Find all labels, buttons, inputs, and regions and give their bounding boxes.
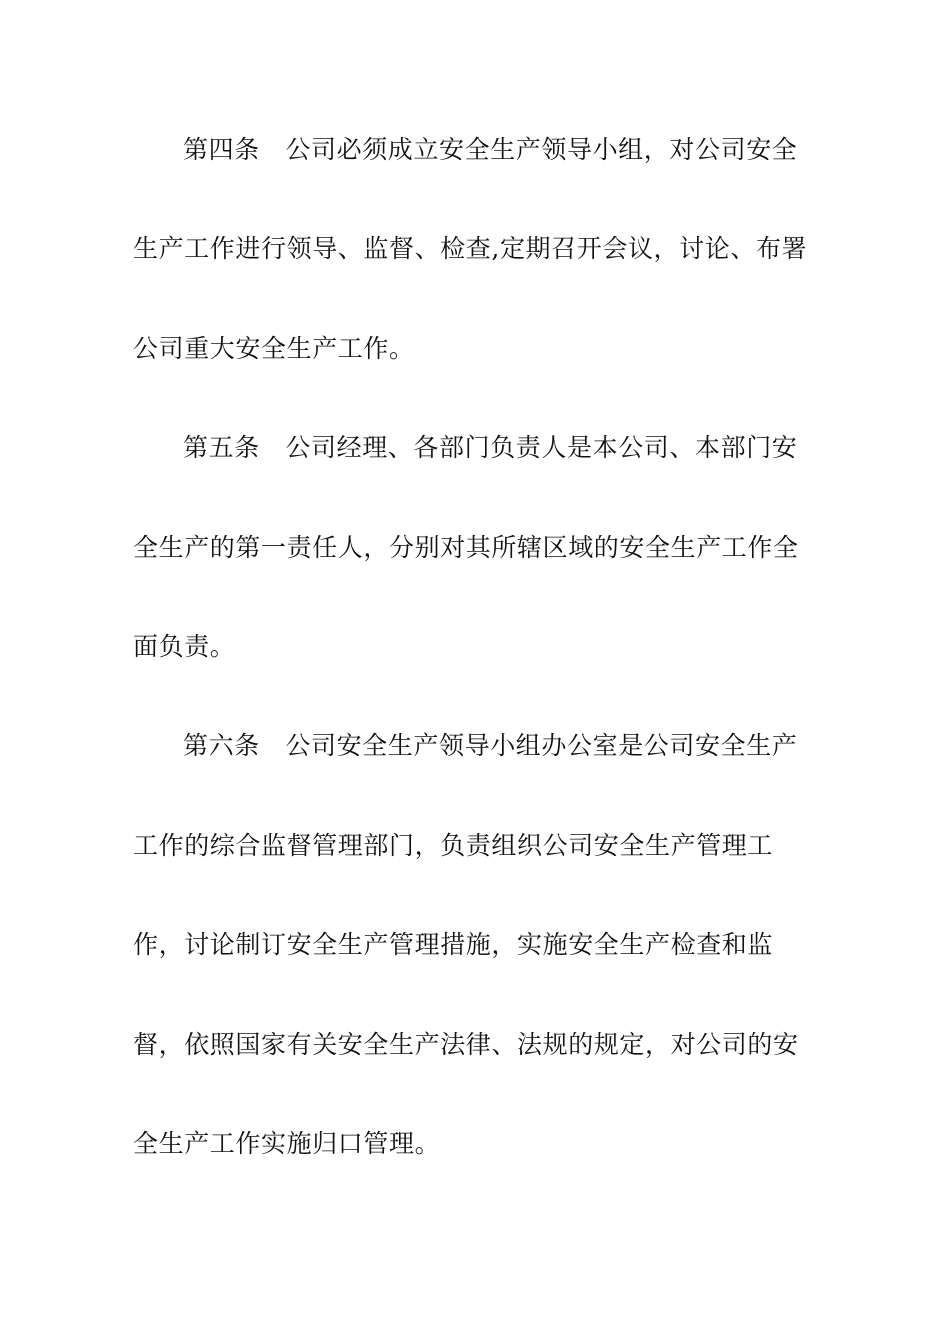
article-6-line-5: 全生产工作实施归口管理。 [133, 1129, 441, 1158]
article-4-line-2: 生产工作进行领导、监督、检查,定期召开会议，讨论、布署 [133, 234, 808, 263]
article-5-line-2: 全生产的第一责任人，分别对其所辖区域的安全生产工作全 [133, 533, 799, 562]
article-5-line-3: 面负责。 [133, 632, 236, 661]
article-6-line-3: 作，讨论制订安全生产管理措施，实施安全生产检查和监 [133, 930, 774, 959]
article-6-line-2: 工作的综合监督管理部门，负责组织公司安全生产管理工 [133, 831, 774, 860]
article-6-line-4: 督，依照国家有关安全生产法律、法规的规定，对公司的安 [133, 1030, 799, 1059]
article-6-line-1: 第六条 公司安全生产领导小组办公室是公司安全生产 [183, 731, 798, 760]
article-5-line-1: 第五条 公司经理、各部门负责人是本公司、本部门安 [183, 433, 798, 462]
article-4-line-3: 公司重大安全生产工作。 [133, 334, 415, 363]
article-4-line-1: 第四条 公司必须成立安全生产领导小组，对公司安全 [183, 135, 798, 164]
